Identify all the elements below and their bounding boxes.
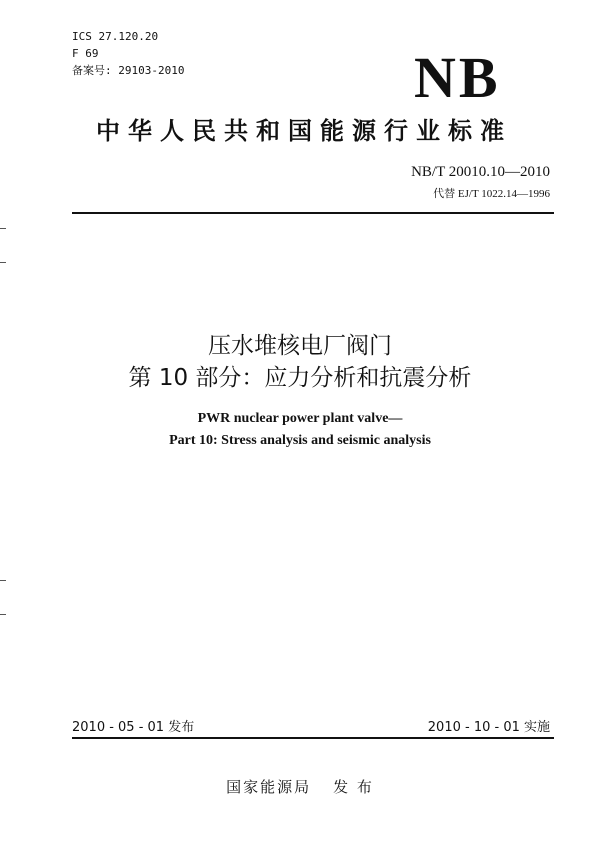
publisher-line (0, 776, 600, 797)
publisher-name: 国家能源局 (226, 778, 312, 796)
title-cn-line2: 第 10 部分：应力分析和抗震分析 (128, 365, 472, 391)
title-en-line1: PWR nuclear power plant valve— (197, 411, 403, 426)
scan-mark (0, 262, 6, 263)
nb-logo: NB (414, 45, 501, 110)
record-number: 备案号: 29103-2010 (72, 64, 185, 77)
publish-action: 发 布 (333, 778, 374, 796)
title-cn-line1: 压水堆核电厂阀门 (208, 333, 392, 359)
scan-mark (0, 580, 6, 581)
implement-date: 2010 - 10 - 01 实施 (427, 720, 550, 735)
issue-date: 2010 - 05 - 01 发布 (72, 720, 195, 735)
class-code: F 69 (72, 47, 99, 60)
replaces-note: 代替 EJ/T 1022.14—1996 (433, 188, 550, 200)
header-divider (72, 212, 554, 214)
standard-category-title: 中华人民共和国能源行业标准 (96, 117, 512, 145)
standard-code: NB/T 20010.10—2010 (411, 164, 550, 180)
scan-mark (0, 228, 6, 229)
scan-mark (0, 614, 6, 615)
title-en-line2: Part 10: Stress analysis and seismic analysis (169, 433, 431, 448)
classification-block (72, 28, 184, 79)
ics-code: ICS 27.120.20 (72, 30, 159, 43)
footer-divider (72, 737, 554, 739)
